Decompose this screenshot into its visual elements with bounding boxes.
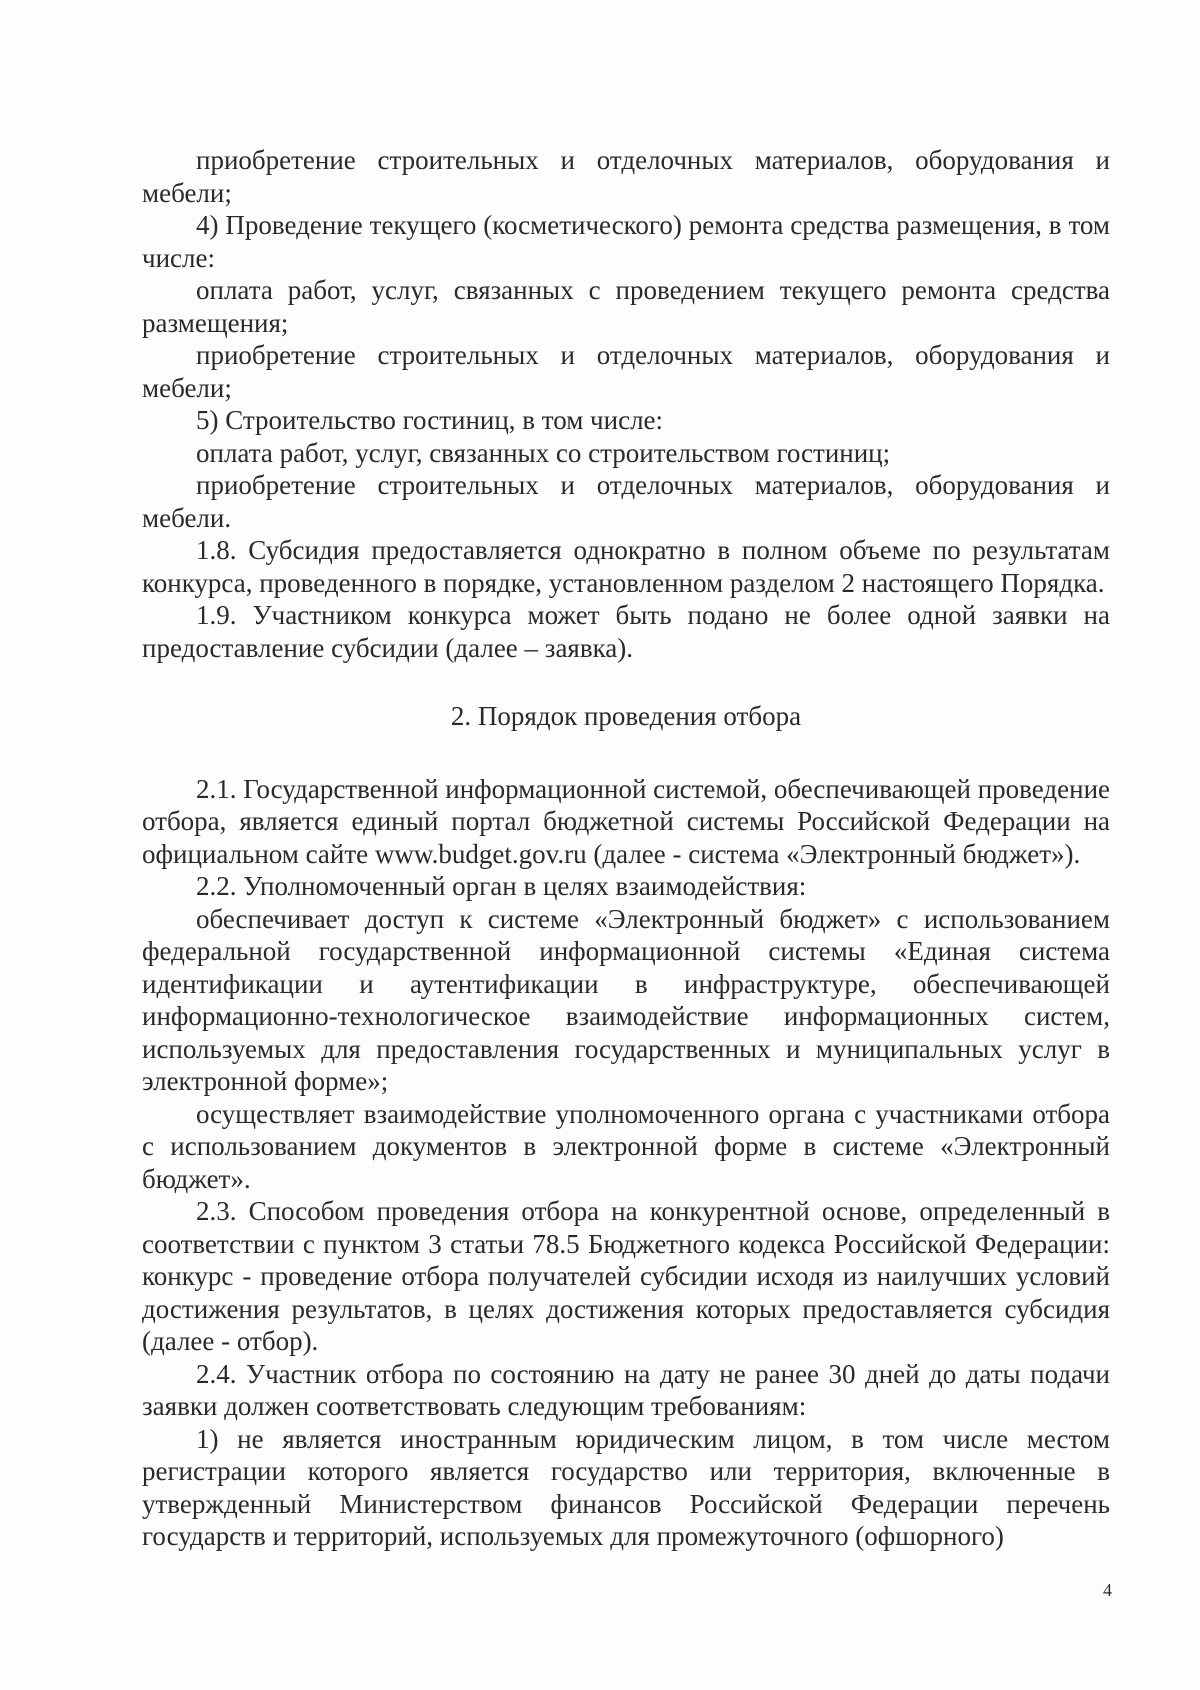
paragraph: оплата работ, услуг, связанных со строительством гостиниц;: [196, 437, 891, 468]
paragraph: 5) Строительство гостиниц, в том числе:: [196, 405, 664, 435]
paragraph: 2.3. Способом проведения отбора на конкурентной основе, определенный в соответствии с пунктом 3 статьи 78.5 Бюджетного кодекса Российской Федерации: конкурс - проведение отбора получателей субсидии исходя из наилучших условий достижения результатов, в целях достижения которых предоставляется субсидия (далее - отбор).: [142, 1196, 1110, 1356]
paragraph: 4) Проведение текущего (косметического) ремонта средства размещения, в том числе:: [142, 210, 1110, 273]
paragraph: 2.2. Уполномоченный орган в целях взаимодействия:: [196, 871, 807, 901]
paragraph: приобретение строительных и отделочных материалов, оборудования и мебели;: [142, 145, 1110, 208]
paragraph: оплата работ, услуг, связанных с проведением текущего ремонта средства размещения;: [142, 275, 1110, 338]
paragraph: 1) не является иностранным юридическим лицом, в том числе местом регистрации которого является государство или территория, включенные в утвержденный Министерством финансов Российской Федерации перечень государств и территорий, используемых для промежуточного (офшорного): [142, 1423, 1110, 1551]
paragraph: осуществляет взаимодействие уполномоченного органа с участниками отбора с использованием документов в электронной форме в системе «Электронный бюджет».: [142, 1098, 1110, 1194]
paragraph: приобретение строительных и отделочных материалов, оборудования и мебели;: [142, 340, 1110, 403]
paragraph: обеспечивает доступ к системе «Электронный бюджет» с использованием федеральной государственной информационной системы «Единая система идентификации и аутентификации в инфраструктуре, обеспечивающей информационно-технологическое взаимодействие информационных систем, используемых для предоставления государственных и муниципальных услуг в электронной форме»;: [142, 903, 1110, 1096]
page-number: 4: [1103, 1580, 1112, 1600]
paragraph: приобретение строительных и отделочных материалов, оборудования и мебели.: [142, 470, 1110, 533]
paragraph: 2.1. Государственной информационной системой, обеспечивающей проведение отбора, является единый портал бюджетной системы Российской Федерации на официальном сайте www.budget.gov.ru (далее - система «Электронный бюджет»).: [142, 773, 1110, 869]
paragraph: 2.4. Участник отбора по состоянию на дату не ранее 30 дней до даты подачи заявки должен соответствовать следующим требованиям:: [142, 1358, 1110, 1421]
paragraph: 1.8. Субсидия предоставляется однократно в полном объеме по результатам конкурса, проведенного в порядке, установленном разделом 2 настоящего Порядка.: [142, 535, 1110, 598]
paragraph: 1.9. Участником конкурса может быть подано не более одной заявки на предоставление субсидии (далее – заявка).: [142, 600, 1110, 663]
document-body: [142, 144, 1110, 1553]
section-heading: 2. Порядок проведения отбора: [450, 701, 802, 731]
